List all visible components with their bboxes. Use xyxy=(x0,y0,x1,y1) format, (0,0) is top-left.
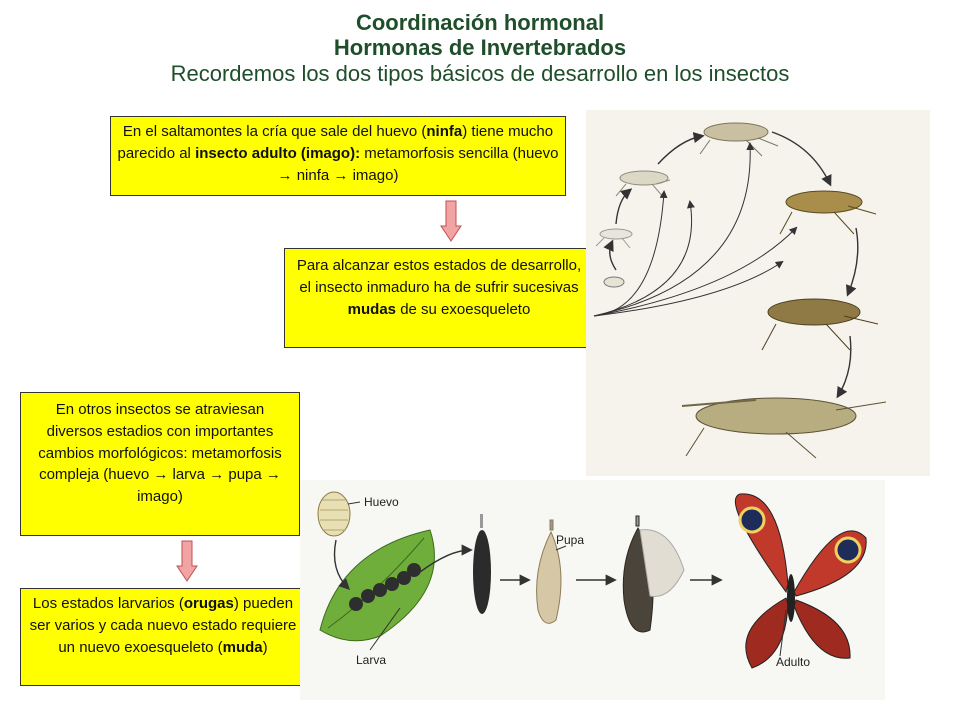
adult-grasshopper xyxy=(682,398,886,458)
text-segment: larva xyxy=(168,466,210,484)
text-segment: metamorfosis sencilla (huevo xyxy=(360,144,559,162)
butterfly-development-illustration xyxy=(300,480,885,700)
page-subtitle: Hormonas de Invertebrados xyxy=(333,35,627,61)
text-segment: ninfa xyxy=(292,166,334,184)
label-adulto: Adulto xyxy=(776,655,811,669)
label-larva: Larva xyxy=(356,653,387,667)
text-segment: pupa xyxy=(224,466,266,484)
label-pupa: Pupa xyxy=(556,533,585,547)
molt-pointer-line xyxy=(594,202,692,316)
text-segment: ) tiene mucho parecido al xyxy=(117,123,554,162)
arrow-glyph: → xyxy=(277,166,293,184)
text-segment: Los estados larvarios ( xyxy=(32,595,184,612)
cycle-arrow xyxy=(658,136,702,164)
text-segment: En otros insectos se atraviesan diversos estadios con importantes cambios morfológicos: metamorfosis compleja (huevo xyxy=(38,401,282,484)
title-block xyxy=(0,10,960,86)
nymph-stage-5 xyxy=(762,299,878,350)
nymph-stage-3 xyxy=(700,123,778,156)
cycle-arrow xyxy=(848,228,858,294)
hanging-larva xyxy=(473,514,491,614)
keyword-mudas: mudas xyxy=(347,300,397,318)
page-heading: Recordemos los dos tipos básicos de desarrollo en los insectos xyxy=(170,60,790,86)
text-segment: En el saltamontes la cría que sale del huevo ( xyxy=(122,123,427,140)
page-title: Coordinación hormonal xyxy=(355,10,605,35)
cycle-arrow xyxy=(610,242,616,270)
text-segment: ) xyxy=(262,638,268,656)
text-segment: de su exoesqueleto xyxy=(396,300,531,318)
arrow-glyph: → xyxy=(153,466,169,484)
molts-info-box xyxy=(284,248,594,348)
adult-butterfly xyxy=(735,494,866,668)
grasshopper-info-box xyxy=(110,116,566,196)
arrow-glyph: → xyxy=(265,466,281,484)
egg-shape xyxy=(604,277,624,287)
keyword-insecto-adulto: insecto adulto (imago): xyxy=(195,144,361,162)
keyword-ninfa: ninfa xyxy=(426,123,463,140)
cycle-arrow xyxy=(772,132,830,184)
text-segment: imago) xyxy=(137,488,183,505)
keyword-muda: muda xyxy=(222,638,263,656)
down-arrow-icon xyxy=(176,540,198,582)
complex-metamorphosis-box xyxy=(20,392,300,536)
grasshopper-development-illustration xyxy=(586,110,930,476)
butterfly-egg xyxy=(318,492,350,536)
text-segment: imago) xyxy=(348,166,399,184)
arrow-glyph: → xyxy=(333,166,349,184)
down-arrow-icon xyxy=(440,200,462,242)
nymph-stage-2 xyxy=(616,171,670,198)
cycle-arrow xyxy=(616,190,630,224)
text-segment: ) pueden ser varios y cada nuevo estado requiere un nuevo exoesqueleto ( xyxy=(29,595,297,656)
keyword-orugas: orugas xyxy=(183,595,234,612)
nymph-stage-1 xyxy=(596,229,632,248)
larvae-info-box xyxy=(20,588,306,686)
label-huevo: Huevo xyxy=(364,495,399,509)
emerging-butterfly xyxy=(623,516,684,632)
text-segment: Para alcanzar estos estados de desarrollo, el insecto inmaduro ha de sufrir sucesivas xyxy=(296,257,582,296)
cycle-arrow xyxy=(838,336,851,396)
arrow-glyph: → xyxy=(209,466,225,484)
nymph-stage-4 xyxy=(780,191,876,234)
